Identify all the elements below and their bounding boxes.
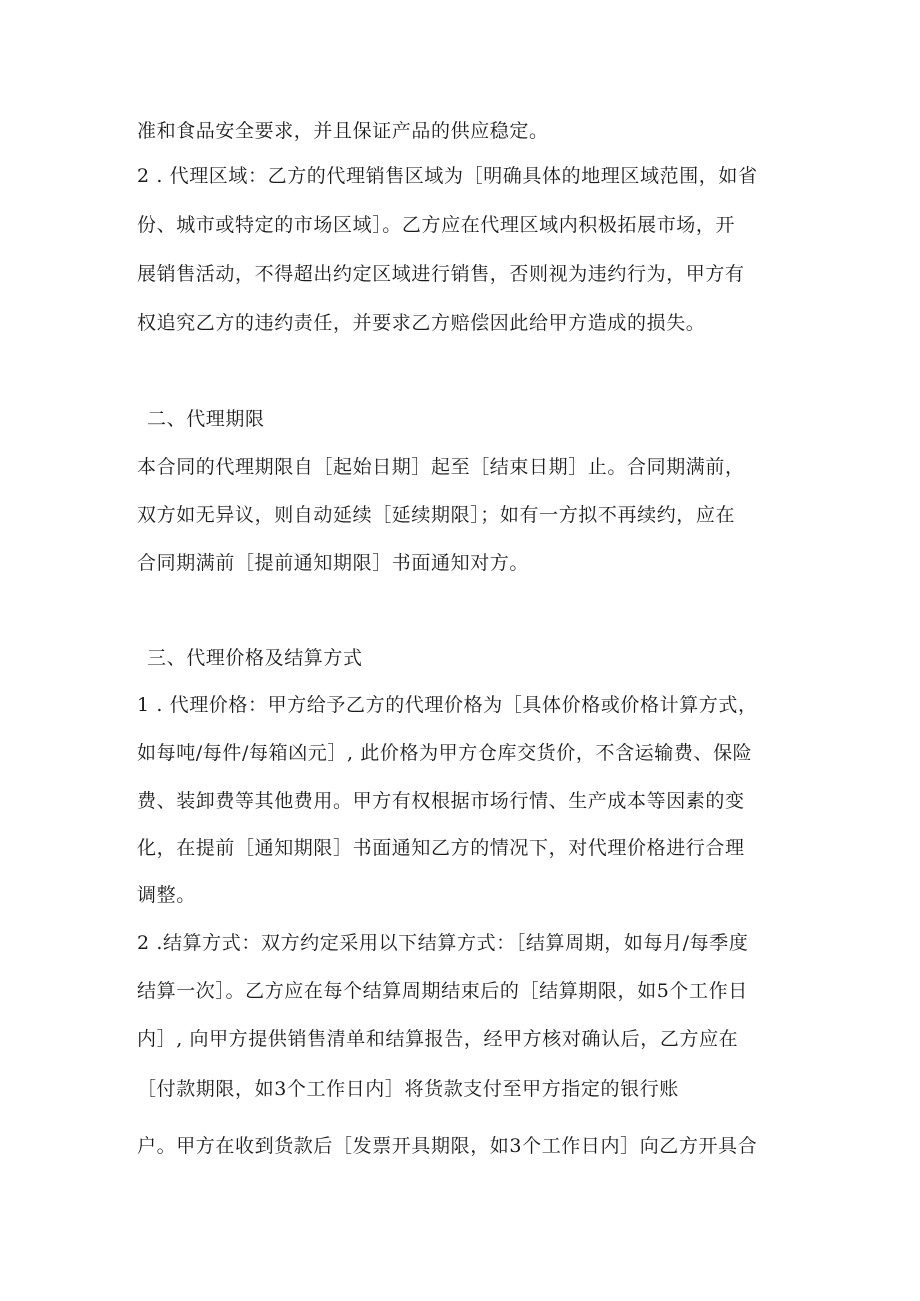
- paragraph-line: 展销售活动，不得超出约定区域进行销售，否则视为违约行为，甲方有: [137, 263, 745, 285]
- section-heading-pricing: 三、代理价格及结算方式: [147, 647, 363, 669]
- paragraph-line: 费、装卸费等其他费用。甲方有权根据市场行情、生产成本等因素的变: [137, 790, 745, 812]
- paragraph-line: 结算一次］。乙方应在每个结算周期结束后的［结算期限，如5个工作日: [137, 980, 748, 1002]
- paragraph-line: 调整。: [137, 884, 196, 906]
- paragraph-line: 户。甲方在收到货款后［发票开具期限，如3个工作日内］向乙方开具合: [137, 1135, 758, 1157]
- paragraph-line: ［付款期限，如3个工作日内］将货款支付至甲方指定的银行账: [137, 1078, 679, 1100]
- paragraph-line: 如每吨/每件/每箱凶元］, 此价格为甲方仓库交货价，不含运输费、保险: [137, 742, 753, 764]
- paragraph-line: 化，在提前［通知期限］书面通知乙方的情况下，对代理价格进行合理: [137, 837, 745, 859]
- paragraph-line: 双方如无异议，则自动延续［延续期限］；如有一方拟不再续约，应在: [137, 504, 736, 526]
- paragraph-line: 1 . 代理价格：甲方给予乙方的代理价格为［具体价格或价格计算方式，: [137, 694, 758, 716]
- paragraph-line: 合同期满前［提前通知期限］书面通知对方。: [137, 552, 530, 574]
- paragraph-line: 准和食品安全要求，并且保证产品的供应稳定。: [137, 120, 549, 142]
- paragraph-line: 2 . 代理区域：乙方的代理销售区域为［明确具体的地理区域范围，如省: [137, 165, 758, 187]
- paragraph-line: 本合同的代理期限自［起始日期］起至［结束日期］止。合同期满前，: [137, 456, 745, 478]
- paragraph-line: 内］, 向甲方提供销售清单和结算报告，经甲方核对确认后，乙方应在: [137, 1028, 739, 1050]
- section-heading-term: 二、代理期限: [147, 408, 265, 430]
- paragraph-line: 2 .结算方式：双方约定采用以下结算方式：［结算周期，如每月/每季度: [137, 932, 749, 954]
- paragraph-line: 份、城市或特定的市场区域］。乙方应在代理区域内积极拓展市场，开: [137, 214, 736, 236]
- paragraph-line: 权追究乙方的违约责任，并要求乙方赔偿因此给甲方造成的损失。: [137, 312, 706, 334]
